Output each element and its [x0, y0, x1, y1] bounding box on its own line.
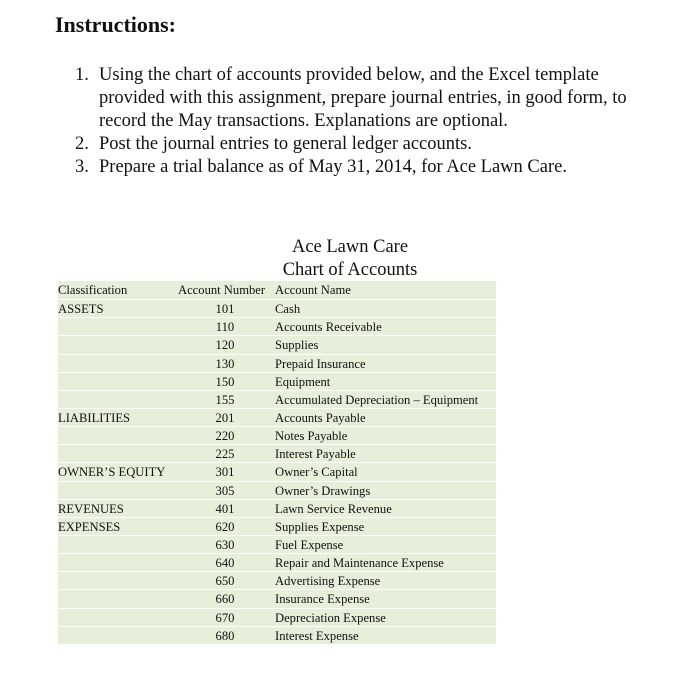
table-row: [58, 299, 496, 317]
table-row: [58, 444, 496, 462]
classification-cell: ASSETS: [58, 302, 104, 317]
account-number-cell: 110: [215, 320, 235, 335]
account-number-cell: 301: [215, 465, 235, 480]
table-row: [58, 317, 496, 335]
table-row: [58, 354, 496, 372]
account-name-cell: Fuel Expense: [275, 537, 344, 552]
account-name-cell: Depreciation Expense: [275, 610, 386, 625]
account-number-cell: 130: [215, 356, 235, 371]
account-number-cell: 620: [215, 519, 235, 534]
classification-cell: LIABILITIES: [58, 410, 131, 425]
instruction-text: Post the journal entries to general ledger accounts.: [99, 134, 472, 154]
account-number-cell: 101: [215, 302, 235, 317]
account-name-cell: Cash: [275, 302, 301, 317]
account-name-cell: Supplies: [275, 338, 319, 353]
account-number-cell: 220: [215, 429, 235, 444]
account-name-cell: Advertising Expense: [275, 574, 381, 589]
table-row: [58, 535, 496, 553]
classification-cell: REVENUES: [58, 501, 124, 516]
instruction-text: Using the chart of accounts provided below, and the Excel template provided with this assignment, prepare journal entries, in good form, to record the May transactions. Explanations are optional.: [99, 65, 627, 131]
classification-cell: EXPENSES: [58, 519, 121, 534]
account-number-cell: 660: [215, 592, 235, 607]
table-row: [58, 390, 496, 408]
table-header-row: [58, 281, 496, 299]
header-account-name: Account Name: [275, 283, 351, 297]
account-name-cell: Accounts Receivable: [275, 320, 382, 335]
instruction-number: 3.: [75, 157, 89, 177]
chart-of-accounts-table: [58, 281, 496, 644]
header-account-number: Account Number: [178, 283, 266, 297]
account-number-cell: 670: [215, 610, 235, 625]
account-name-cell: Prepaid Insurance: [275, 356, 366, 371]
table-row: [58, 589, 496, 607]
account-number-cell: 630: [215, 537, 235, 552]
table-row: [58, 335, 496, 353]
table-row: [58, 462, 496, 480]
instruction-item: [75, 64, 635, 133]
account-name-cell: Owner’s Capital: [275, 465, 358, 480]
account-number-cell: 201: [215, 410, 235, 425]
instruction-number: 1.: [75, 65, 89, 85]
account-name-cell: Notes Payable: [275, 429, 348, 444]
header-classification: Classification: [58, 283, 128, 297]
account-name-cell: Lawn Service Revenue: [275, 501, 392, 516]
account-name-cell: Interest Expense: [275, 628, 359, 643]
table-row: [58, 408, 496, 426]
account-number-cell: 305: [215, 483, 235, 498]
account-number-cell: 155: [215, 392, 235, 407]
account-name-cell: Equipment: [275, 374, 331, 389]
instruction-item: [75, 156, 635, 179]
account-name-cell: Accounts Payable: [275, 410, 366, 425]
account-name-cell: Accumulated Depreciation – Equipment: [275, 392, 479, 407]
page-title: Instructions:: [55, 12, 177, 37]
table-row: [58, 426, 496, 444]
account-name-cell: Interest Payable: [275, 447, 356, 462]
table-row: [58, 608, 496, 626]
instruction-list: [75, 64, 635, 179]
company-name: Ace Lawn Care: [291, 237, 409, 257]
account-name-cell: Insurance Expense: [275, 592, 370, 607]
account-number-cell: 640: [215, 556, 235, 571]
account-number-cell: 120: [215, 338, 235, 353]
account-name-cell: Supplies Expense: [275, 519, 365, 534]
table-row: [58, 481, 496, 499]
account-number-cell: 680: [215, 628, 235, 643]
table-row: [58, 499, 496, 517]
chart-of-accounts-title: Chart of Accounts: [282, 260, 418, 280]
account-number-cell: 225: [215, 447, 235, 462]
instruction-text: Prepare a trial balance as of May 31, 2014, for Ace Lawn Care.: [99, 157, 567, 177]
account-number-cell: 650: [215, 574, 235, 589]
instruction-number: 2.: [75, 134, 89, 154]
table-row: [58, 372, 496, 390]
table-row: [58, 626, 496, 644]
table-row: [58, 571, 496, 589]
account-name-cell: Repair and Maintenance Expense: [275, 556, 444, 571]
account-number-cell: 150: [215, 374, 235, 389]
table-row: [58, 553, 496, 571]
instruction-item: [75, 133, 635, 156]
table-row: [58, 517, 496, 535]
account-number-cell: 401: [215, 501, 235, 516]
classification-cell: OWNER’S EQUITY: [58, 465, 166, 480]
account-name-cell: Owner’s Drawings: [275, 483, 371, 498]
